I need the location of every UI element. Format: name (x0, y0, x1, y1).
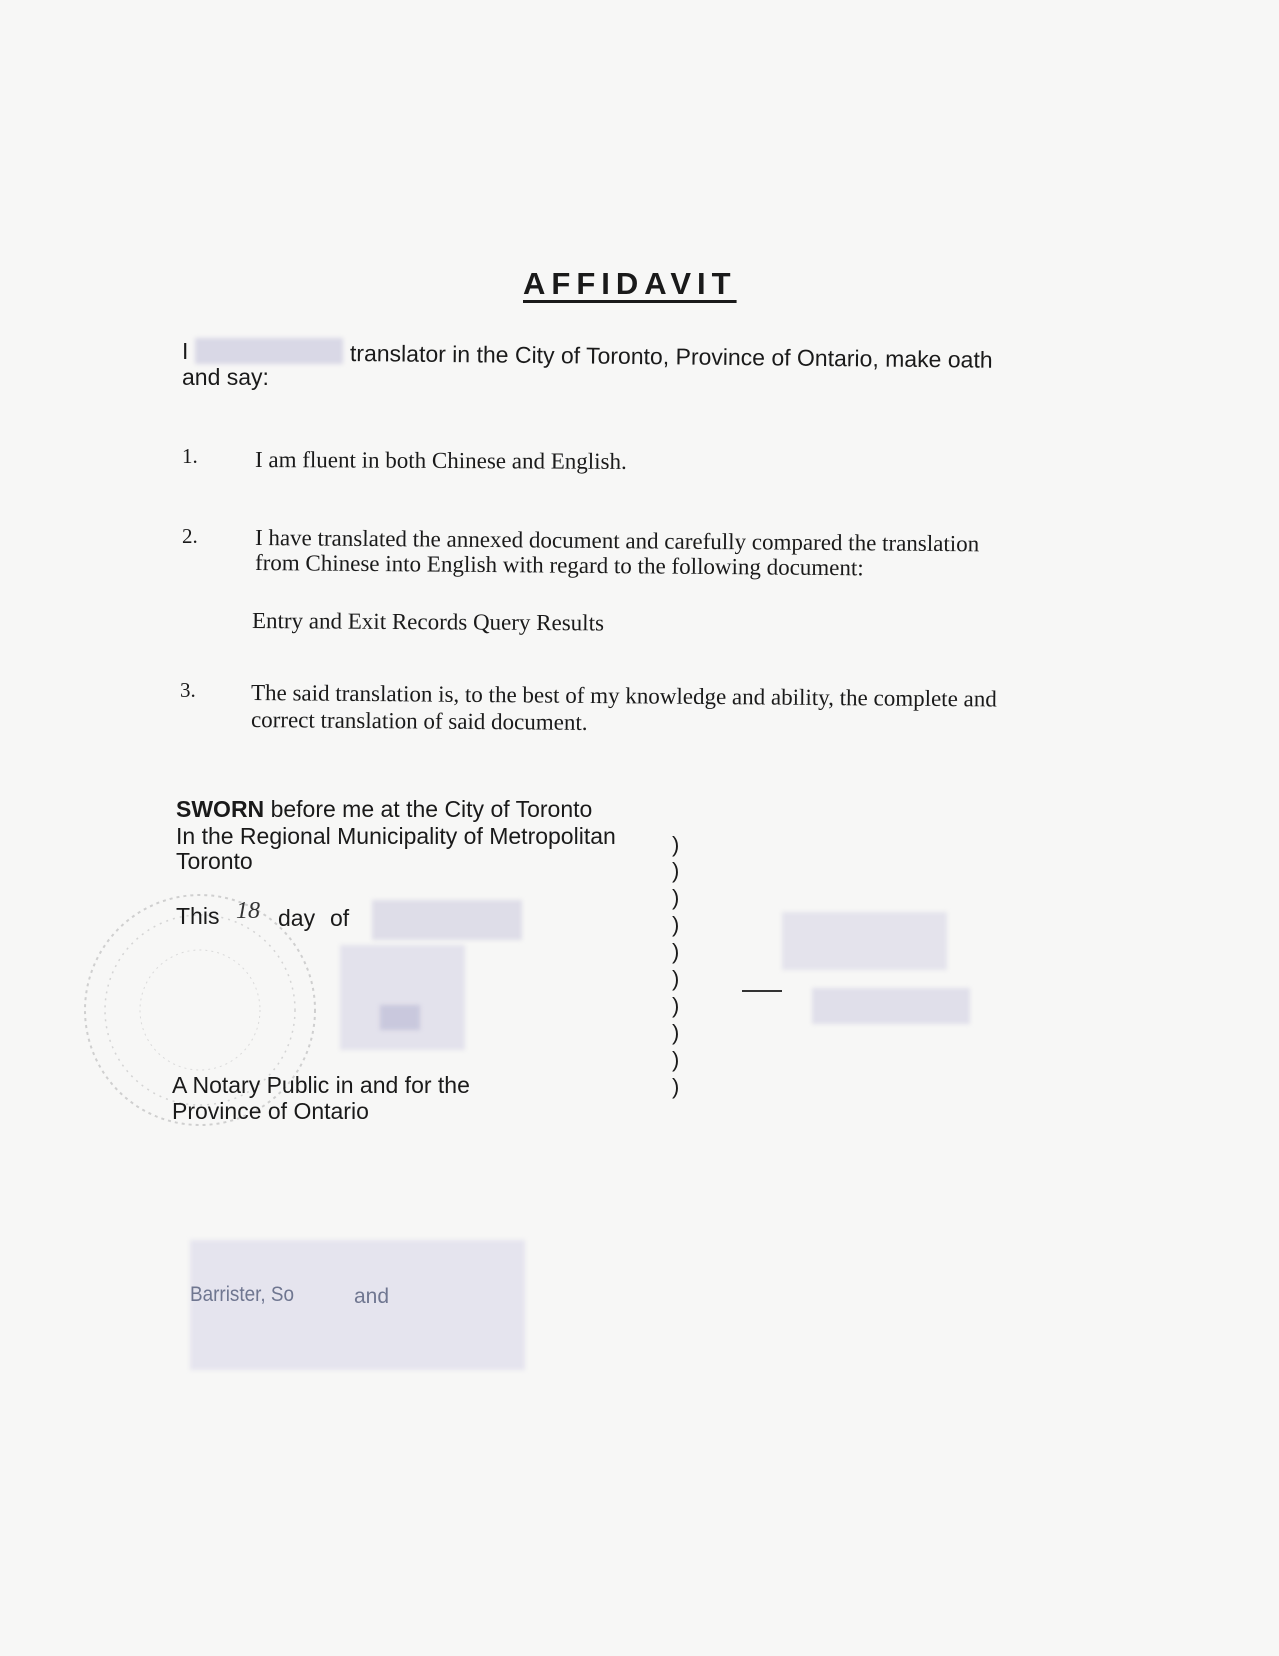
paren: ) (672, 966, 680, 991)
redacted-date (372, 900, 522, 940)
item-number: 1. (182, 444, 198, 468)
intro-line1: translator in the City of Toronto, Province of Ontario, make oath (349, 340, 993, 373)
paren: ) (672, 858, 680, 883)
paren: ) (672, 1047, 680, 1072)
this-label: This (176, 903, 220, 929)
item-text: I have translated the annexed document and carefully compared the translation (254, 525, 980, 557)
stamp-text-a: Barrister, So (190, 1283, 294, 1306)
intro-line2: and say: (182, 364, 269, 390)
item-number: 2. (182, 524, 198, 548)
of-label: of (330, 905, 350, 931)
sworn-line1 (176, 796, 592, 823)
item-number: 3. (180, 678, 196, 702)
day-label: day (278, 905, 316, 931)
intro-line1-start: I (182, 338, 189, 364)
paren: ) (672, 993, 680, 1018)
handwritten-day: 18 (236, 898, 260, 924)
paren: ) (672, 1074, 680, 1099)
notary-line1: A Notary Public in and for the (172, 1072, 470, 1098)
document-name: Entry and Exit Records Query Results (251, 608, 605, 636)
item-text: The said translation is, to the best of my knowledge and ability, the complete and (250, 680, 997, 712)
stamp-text-b: and (354, 1285, 390, 1308)
sworn-line2: In the Regional Municipality of Metropolitan (176, 823, 616, 849)
paren: ) (672, 1020, 680, 1045)
paren: ) (672, 885, 680, 910)
paren: ) (672, 832, 680, 857)
page-title: AFFIDAVIT (523, 266, 737, 301)
sworn-line3: Toronto (176, 848, 253, 874)
notary-line2: Province of Ontario (172, 1098, 369, 1124)
sworn-line1-rest: before me at the City of Toronto (270, 796, 593, 822)
redacted-translator-name (812, 988, 970, 1024)
item-text: I am fluent in both Chinese and English. (254, 447, 627, 474)
redacted-notary-signature (340, 945, 465, 1050)
paren: ) (672, 939, 680, 964)
signature-line (742, 990, 782, 992)
item-text: correct translation of said document. (250, 707, 588, 735)
redacted-translator-signature (782, 912, 947, 970)
redacted-block (380, 1005, 420, 1030)
sworn-bold: SWORN (176, 796, 265, 822)
item-text: from Chinese into English with regard to the following document: (254, 550, 864, 581)
redacted-name (195, 338, 343, 364)
paren: ) (672, 912, 680, 937)
